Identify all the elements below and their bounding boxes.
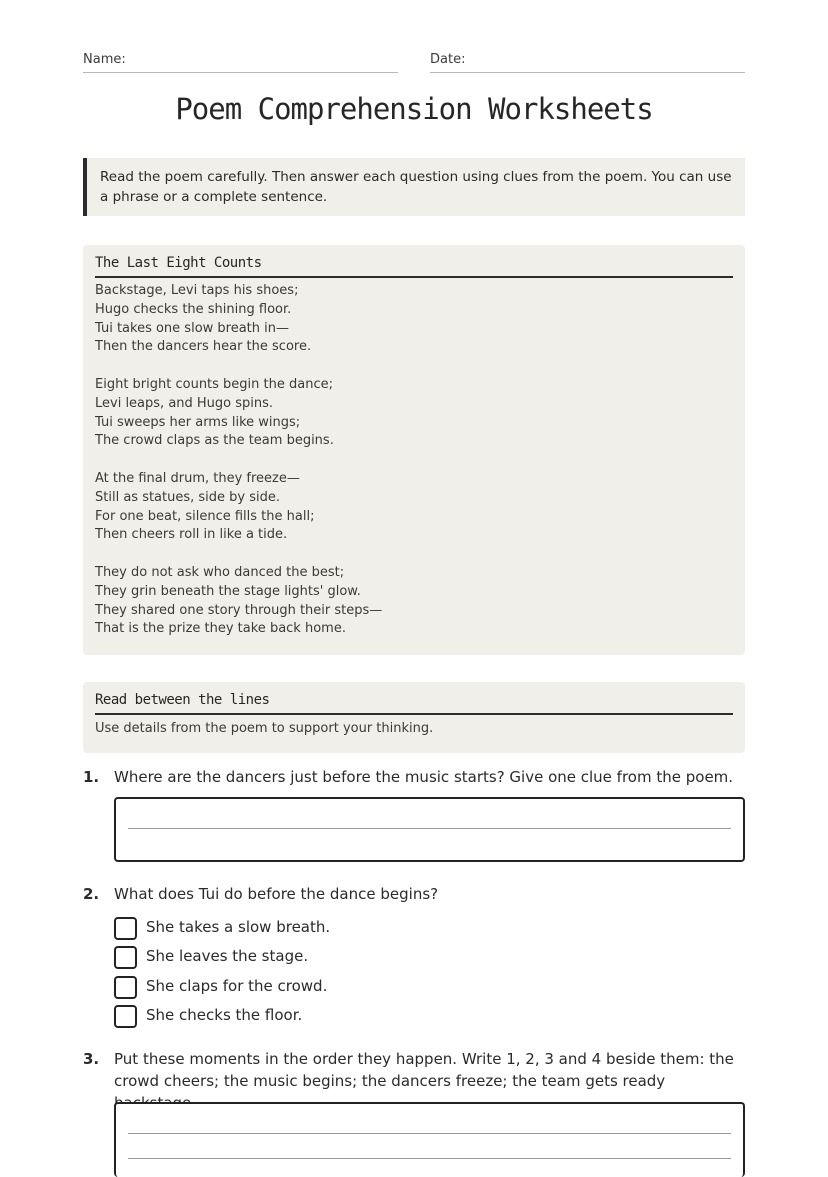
question-number: 1. — [83, 768, 100, 786]
poem-line: At the final drum, they freeze— — [95, 470, 300, 486]
checkbox[interactable] — [114, 946, 137, 969]
writing-line — [128, 828, 731, 829]
poem-line: That is the prize they take back home. — [95, 621, 346, 637]
poem-line: Still as statues, side by side. — [95, 489, 281, 505]
date-label: Date: — [430, 52, 466, 67]
writing-line — [128, 1158, 731, 1159]
question-number: 3. — [83, 1050, 100, 1068]
poem-stanza — [95, 564, 733, 639]
choice-label: She checks the floor. — [146, 1006, 303, 1024]
question-1 — [83, 766, 745, 866]
poem-line: Tui takes one slow breath in— — [95, 320, 290, 336]
writing-line — [128, 1133, 731, 1134]
poem-line: Tui sweeps her arms like wings; — [95, 414, 301, 430]
name-label: Name: — [83, 52, 126, 67]
answer-box[interactable] — [114, 797, 745, 862]
answer-box[interactable] — [114, 1102, 745, 1177]
choice-label: She takes a slow breath. — [146, 918, 331, 936]
poem-stanza — [95, 282, 733, 357]
question-text: Put these moments in the order they happen. Write 1, 2, 3 and 4 beside them: the crowd cheers; the music begins; the dancers freeze; the team gets ready — [114, 1050, 734, 1090]
poem-line: Then the dancers hear the score. — [95, 339, 312, 355]
question-text: Where are the dancers just before the music starts? Give one clue from the poem. — [114, 768, 734, 786]
question-text: What does Tui do before the dance begins? — [114, 885, 439, 903]
poem-line: Hugo checks the shining floor. — [95, 301, 292, 317]
poem-line: Backstage, Levi taps his shoes; — [95, 283, 299, 298]
name-date-row — [83, 50, 745, 74]
poem-line: The crowd claps as the team begins. — [95, 433, 334, 449]
read-between-subtitle: Use details from the poem to support your thinking. — [95, 721, 434, 736]
poem-line: Eight bright counts begin the dance; — [95, 376, 333, 392]
poem-line: They grin beneath the stage lights' glow. — [95, 583, 361, 599]
question-number: 2. — [83, 885, 100, 903]
read-between-panel — [83, 682, 745, 753]
poem-line: They do not ask who danced the best; — [95, 564, 345, 580]
poem-line: For one beat, silence fills the hall; — [95, 508, 315, 524]
instructions-callout: Read the poem carefully. Then answer each question using clues from the poem. You can use a phrase or a complete sentence. — [83, 158, 745, 216]
checkbox[interactable] — [114, 1005, 137, 1028]
page-title: Poem Comprehension Worksheets — [175, 92, 653, 126]
poem-title: The Last Eight Counts — [95, 255, 733, 278]
poem-stanza — [95, 470, 733, 545]
poem-line: Then cheers roll in like a tide. — [95, 527, 288, 543]
date-field[interactable] — [430, 50, 745, 73]
poem-line: They shared one story through their steps— — [95, 602, 383, 618]
checkbox[interactable] — [114, 917, 137, 940]
question-3 — [83, 1048, 745, 1171]
choice-label: She leaves the stage. — [146, 947, 309, 965]
poem-panel — [83, 245, 745, 655]
checkbox[interactable] — [114, 976, 137, 999]
poem-stanza — [95, 376, 733, 451]
choice-label: She claps for the crowd. — [146, 977, 328, 995]
read-between-title: Read between the lines — [95, 692, 733, 715]
poem-line: Levi leaps, and Hugo spins. — [95, 395, 274, 411]
question-2 — [83, 883, 745, 1033]
name-field[interactable] — [83, 50, 398, 73]
poem-text — [95, 282, 733, 639]
